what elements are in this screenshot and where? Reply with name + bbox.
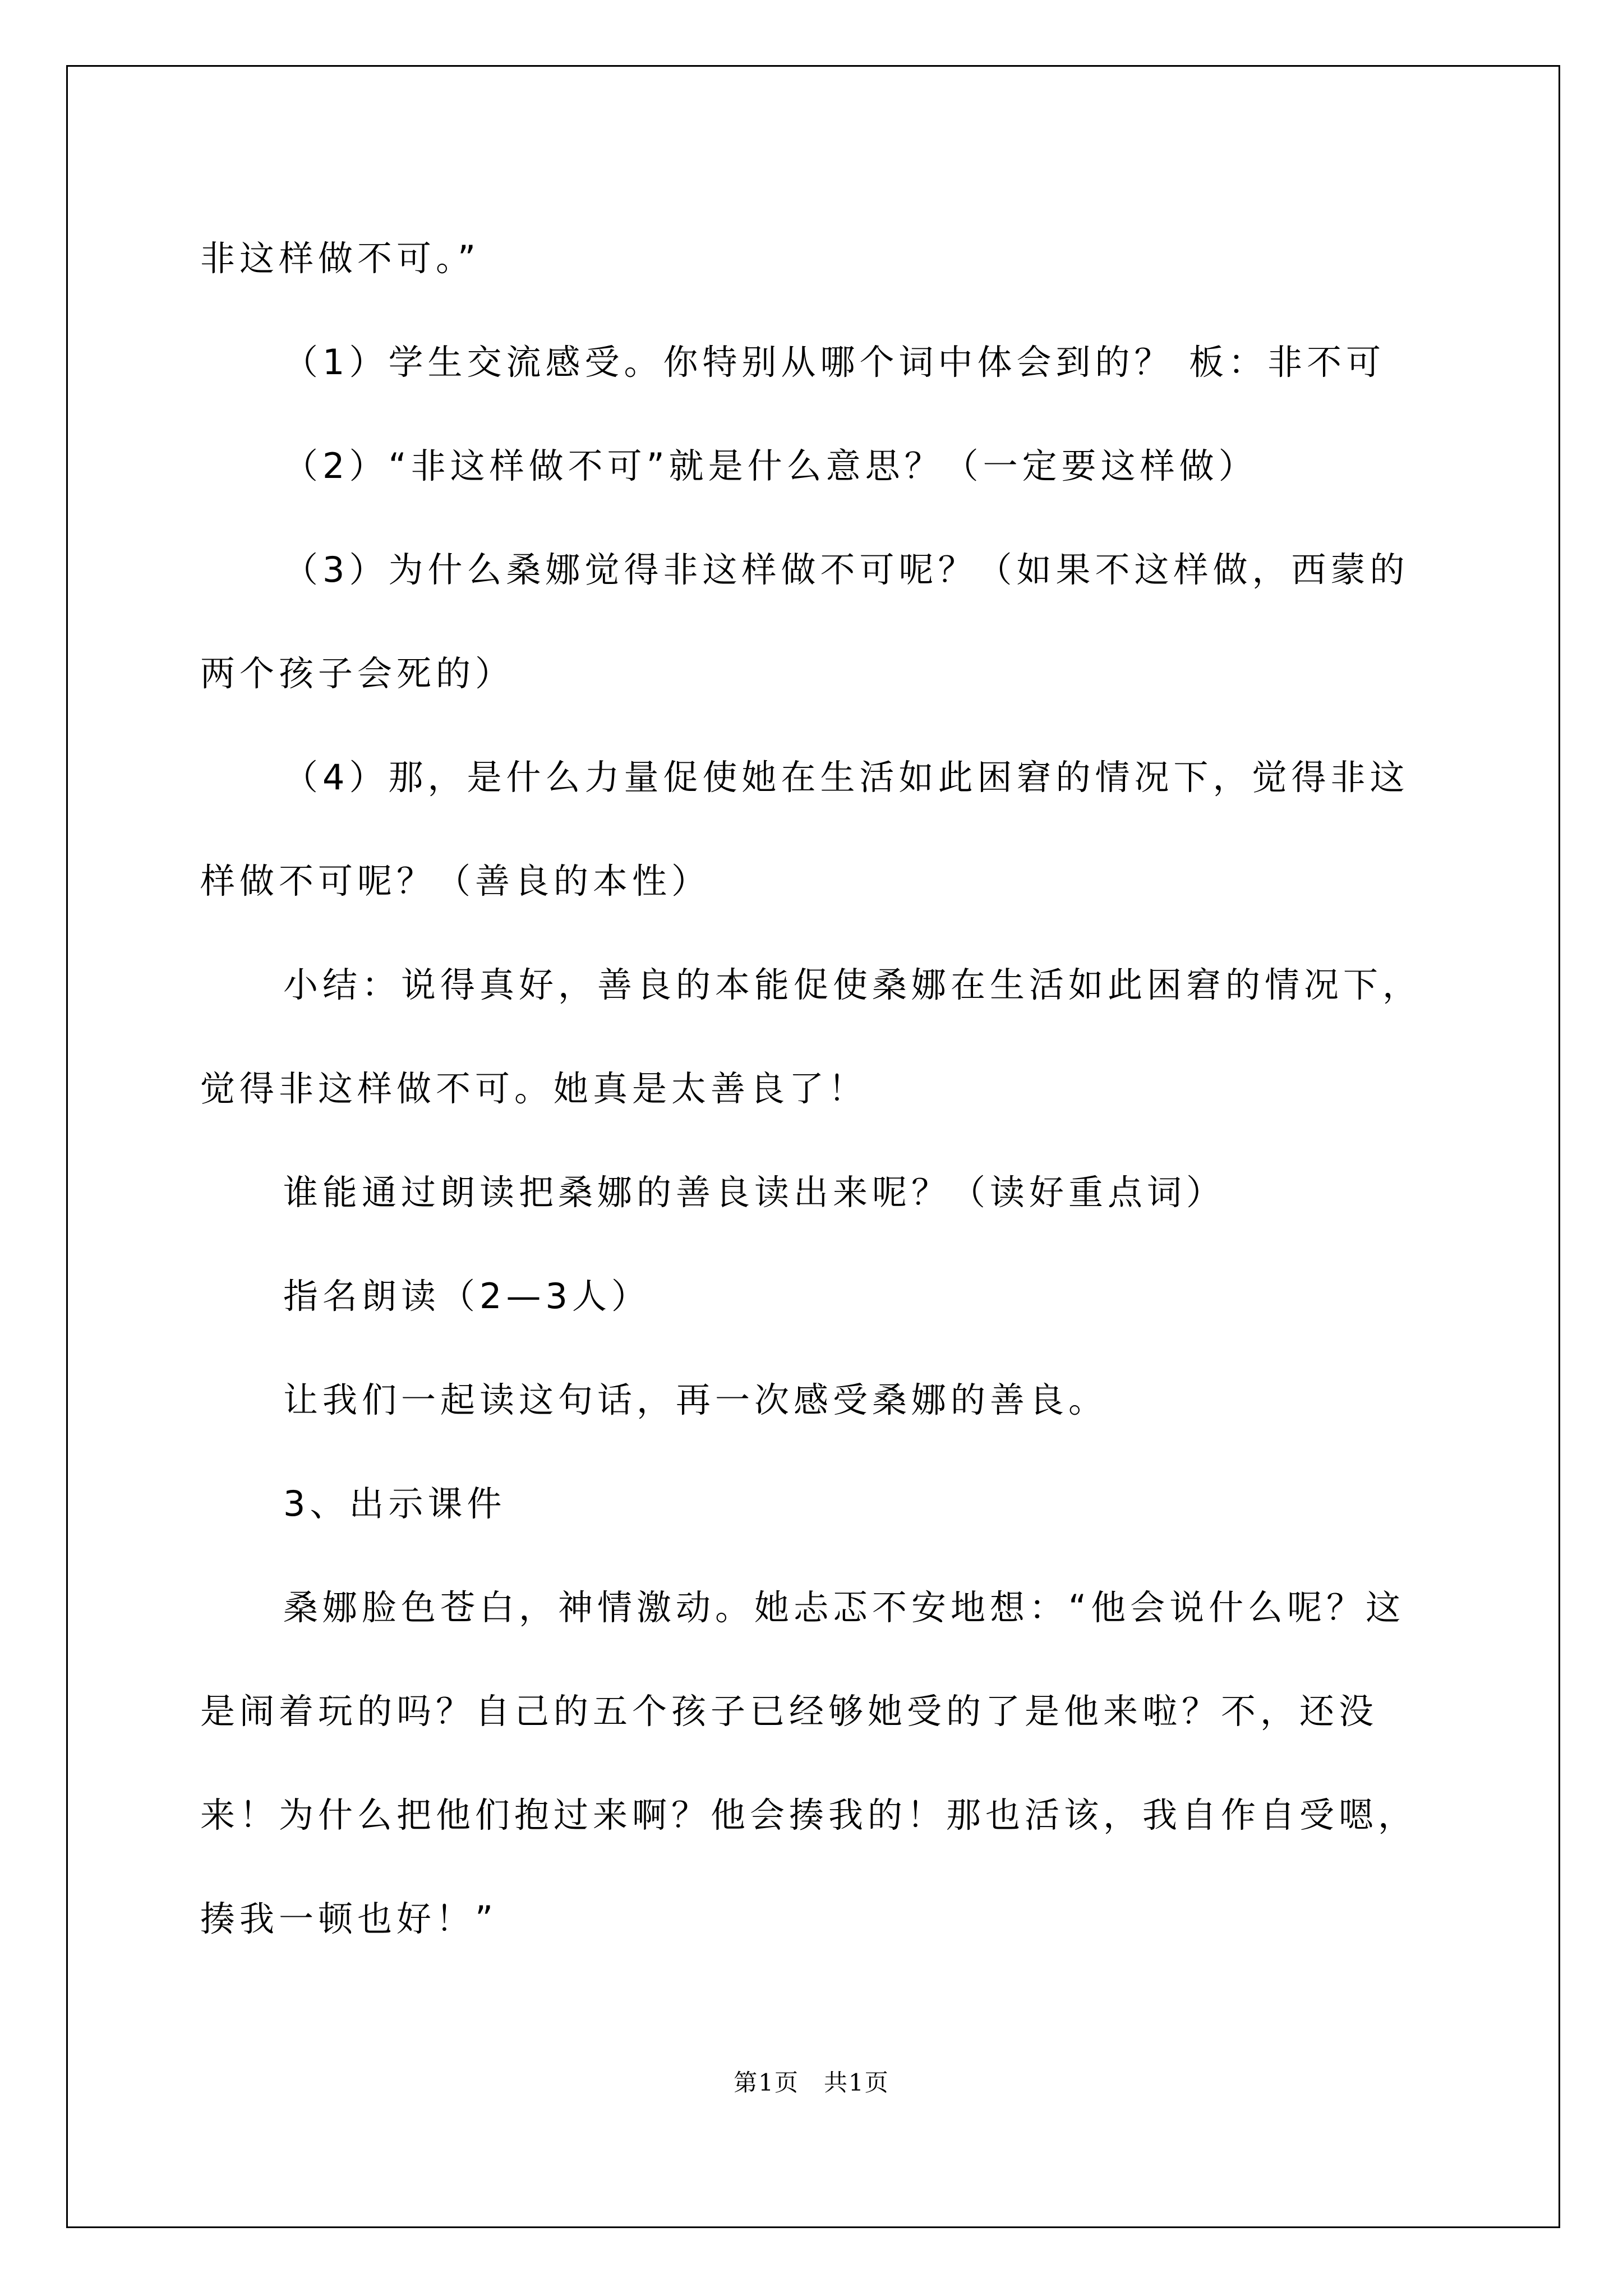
paragraph: 小结：说得真好，善良的本能促使桑娜在生活如此困窘的情况下，觉得非这样做不可。她真是太善良了！	[200, 964, 1422, 1109]
paragraph: （2）“非这样做不可”就是什么意思？（一定要这样做）	[283, 445, 1258, 486]
paragraph: 指名朗读（2—3人）	[283, 1276, 651, 1317]
paragraph: 桑娜脸色苍白，神情激动。她忐忑不安地想：“他会说什么呢？这是闹着玩的吗？自己的五个孩子已经够她受的了是他来啦？不，还没来！为什么把他们抱过来啊？他会揍我的！那也活该，我自作自受嗯，揍我一顿也好！”	[200, 1587, 1418, 1939]
paragraph: （3）为什么桑娜觉得非这样做不可呢？（如果不这样做，西蒙的两个孩子会死的）	[200, 549, 1409, 694]
document-body	[200, 206, 1434, 1971]
paragraph: 3、出示课件	[283, 1483, 506, 1524]
paragraph: 非这样做不可。”	[200, 238, 481, 279]
page-number-footer: 第1页 共1页	[734, 2069, 889, 2096]
paragraph: 让我们一起读这句话，再一次感受桑娜的善良。	[283, 1379, 1108, 1420]
paragraph: 谁能通过朗读把桑娜的善良读出来呢？（读好重点词）	[283, 1172, 1226, 1213]
paragraph: （1）学生交流感受。你特别从哪个词中体会到的？ 板：非不可	[283, 342, 1386, 383]
paragraph: （4）那，是什么力量促使她在生活如此困窘的情况下，觉得非这样做不可呢？（善良的本性）	[200, 757, 1409, 901]
